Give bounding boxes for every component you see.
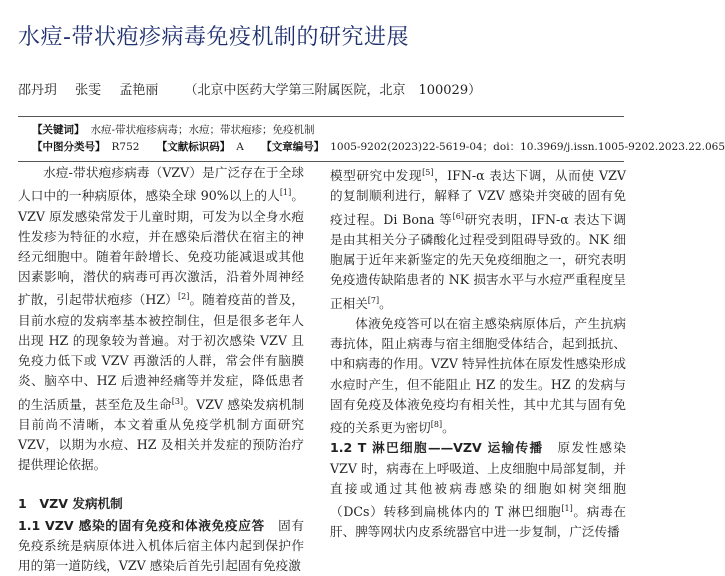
keywords-value: 水痘-带状疱疹病毒；水痘；带状疱疹；免疫机制 [90,124,315,136]
section-1-2-paragraph: 1.2 T 淋巴细胞——VZV 运输传播 原发性感染 VZV 时，病毒在上呼吸道、上皮细胞中局部复制，并直接或通过其他被病毒感染的细胞如树突细胞（DCs）转移到扁桃体内的 T 淋巴细胞[1]。病毒在肝、脾等网状内皮系统器官中进一步复制，广泛传播 [330,440,627,540]
citation: [2] [178,292,190,302]
intro-paragraph: 水痘-带状疱疹病毒（VZV）是广泛存在于全球人口中的一种病原体，感染全球 90%以上的人[1]。VZV 原发感染常发于儿童时期，可发为以全身水疱性发疹为特征的水痘，并在感染后潜伏在宿主的神经元细胞中。随着年龄增长、免疫功能减退或其他因素影响，潜伏的病毒可再次激活，沿着外周神经扩散，引起带状疱疹（HZ）[2]。随着疫苗的普及，目前水痘的发病率基本被控制住，但是很多老年人出现 HZ 的现象较为普遍。对于初次感染 VZV 且免疫力低下或 VZV 再激活的人群，常会伴有脑膜炎、脑卒中、HZ 后遗神经痛等并发症，降低患者的生活质量，甚至危及生命[3]。VZV 感染发病机制目前尚不清晰，本文着重从免疫学机制方面研究 VZV，以期为水痘、HZ 及相关并发症的预防治疗提供理论依据。 [18,165,305,473]
affiliation: （北京中医药大学第三附属医院，北京 100029） [184,83,482,98]
paragraph: 模型研究中发现[5]，IFN-α 表达下调，从而使 VZV 的复制顺利进行，解释了 VZV 感染并突破的固有免疫过程。Di Bona 等[6]研究表明，IFN-α 表达下调是由其相关分子磷酸化过程受到阻碍导致的。NK 细胞属于近年来新鉴定的先天免疫细胞之一，研究表明免疫遗传缺陷患者的 NK 损害水平与水痘严重程度呈正相关[7]。 [330,168,626,311]
article-id-label: 【文章编号】 [261,141,325,153]
clc-value: R752 [111,141,140,153]
subsection-number: 1.2 [330,440,353,456]
citation: [3] [171,396,184,406]
left-column [18,163,304,576]
paragraph: 体液免疫答可以在宿主感染病原体后，产生抗病毒抗体，阻止病毒与宿主细胞受体结合，起到抵抗、中和病毒的作用。VZV 特异性抗体在原发性感染形成水痘时产生，但不能阻止 HZ 的发生。HZ 的发病与固有免疫及体液免疫均有相关性，其中尤其与固有免疫的关系更为密切[8]。 [330,315,626,436]
citation: [1] [561,504,573,513]
subsection-title: T 淋巴细胞——VZV 运输传播 [357,440,544,456]
author-name: 邵丹玥 [18,83,58,98]
article-id-value: 1005-9202(2023)22-5619-04；doi：10.3969/j.issn.1005-9202.2023.22.065 [330,141,725,153]
doc-code-label: 【文献标识码】 [156,141,231,153]
paper-title: 水痘-带状疱疹病毒免疫机制的研究进展 [18,25,409,50]
classification-row [18,139,725,156]
right-column [330,163,626,543]
subsection-number: 1.1 [18,517,41,533]
author-name: 孟艳丽 [119,83,159,98]
citation: [8] [430,420,443,429]
citation: [6] [452,211,464,221]
section-1-1-paragraph: 1.1 VZV 感染的固有免疫和体液免疫应答 固有免疫系统是病原体进入机体后宿主体内起到保护作用的第一道防线，VZV 感染后首先引起固有免疫激 [18,517,304,574]
keywords-row [18,122,624,139]
doc-code-value: A [236,141,244,153]
author-name: 张雯 [75,83,102,98]
clc-label: 【中图分类号】 [32,141,106,153]
citation: [7] [367,295,380,305]
author-line [18,79,481,98]
section-heading: 1 VZV 发病机制 [18,495,123,511]
keywords-label: 【关键词】 [32,124,85,136]
subsection-title: VZV 感染的固有免疫和体液免疫应答 [45,517,265,533]
article-meta-block [18,116,725,162]
citation: [1] [279,188,292,198]
citation: [5] [422,168,434,177]
